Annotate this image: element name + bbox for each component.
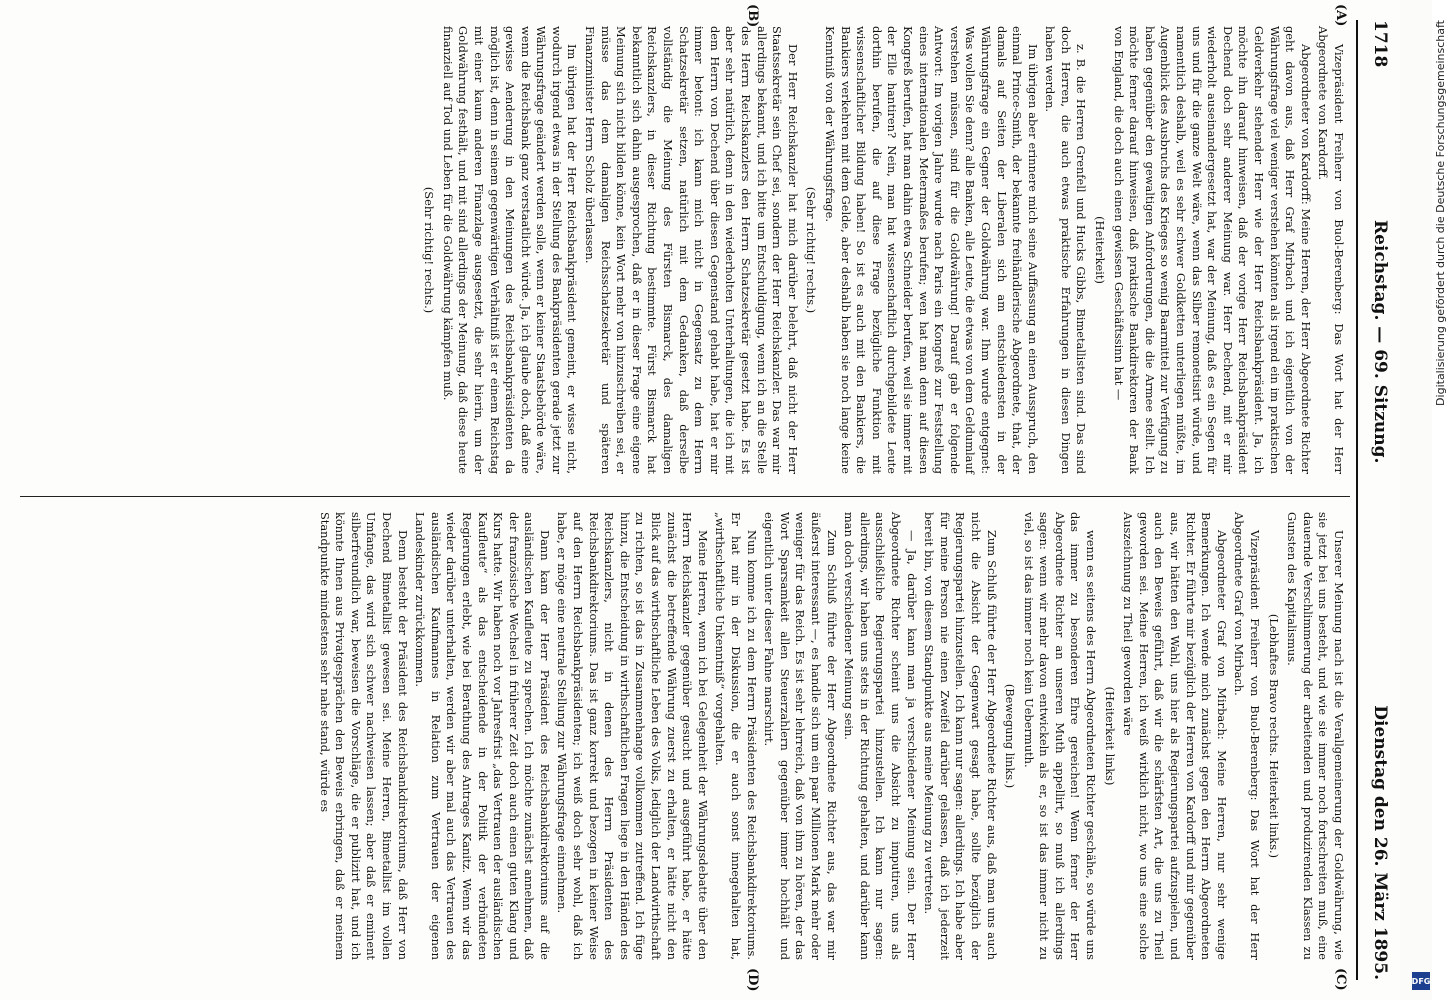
margin-mark-b: (B) xyxy=(745,4,760,28)
stage-direction: (Lebhaftes Bravo rechts. Heiterkeit links.) xyxy=(1266,613,1281,859)
header-rule xyxy=(1356,20,1358,980)
funding-note: Digitalisierung gefördert durch die Deutsche Forschungsgemeinschaft xyxy=(1434,20,1447,406)
stage-direction: (Sehr richtig! rechts.) xyxy=(804,186,819,314)
stage-direction: (Heiterkeit) xyxy=(1093,216,1108,284)
margin-mark-a: (A) xyxy=(1333,4,1348,27)
page-header xyxy=(1360,20,1394,980)
paragraph: Nun komme ich zu dem Herrn Präsidenten des Reichsbankdirektoriums. Er hat mir in der Diskussion, die er auch sonst innegehalten hat, „wirthschaftliche Unkenntniß“ vorgehalten. xyxy=(713,512,759,960)
column-divider xyxy=(20,496,1350,497)
paragraph: Zum Schluß führte der Herr Abgeordnete Richter aus, das war mir äußerst interessant —, es handle sich um ein paar Millionen Mark mehr oder weniger für das Reich. Es ist sehr lehrreich, daß von ihm zu hören, der das Wort Sparsamkeit allen Steuerzahlern gegenüber immer hochhält und eigentlich unter dieser Fahne marschirt. xyxy=(762,512,839,960)
stage-direction: (Sehr richtig! rechts.) xyxy=(422,186,437,314)
stage-direction: (Bewegung links.) xyxy=(1003,683,1018,789)
header-title: Reichstag. — 69. Sitzung. xyxy=(1370,220,1390,464)
paragraph: wenn es seitens des Herrn Abgeordneten Richter geschähe, so würde uns das immer zu besonderen Ehre gereichen! Wenn ferner der Herr Abgeordnete Richter an unseren Muth appellirt, so muß ich allerdings sagen: wenn wir mehr davon entwickeln als er, so ist das immer nicht zu viel, so ist das immer noch kein Uebermuth. xyxy=(1021,512,1099,960)
stage-direction: (Heiterkeit links) xyxy=(1102,686,1117,786)
paragraph: Im übrigen hat der Herr Reichsbankpräsident gemeint, er wisse nicht, wodurch irgend etwas in der Stellung des Bankpräsidenten gerade jetzt zur Währungsfrage geändert werden solle, wenn er keiner Staatsbehörde wäre, wenn die Reichsbank ganz verstaatlicht würde. Ja, ich glaube doch, daß eine gewisse Aenderung in den Meinungen des Reichsbankpräsidenten da möglich ist, denn in seinem gegenwärtigen Verhältniß ist er einem Reichstag mit einer kaum anderen Finanzlage ausgesetzt, die sehr hierin, um der Goldwährung festhält, und mit sind allerdings der Meinung, daß diese heute finanziell auf Tod und Leben für die Goldwährung kämpfen muß. xyxy=(440,26,580,474)
header-date: Dienstag den 26. März 1895. xyxy=(1370,705,1390,980)
paragraph: Dann kam der Herr Präsident des Reichsbankdirektoriums auf die ausländischen Kaufleute zu sprechen. Ich möchte zunächst annehmen, daß der französische Wechsel in früherer Zeit doch auch einen guten Klang und Kurs hatte. Wir haben noch vor Jahresfrist „das Vertrauen der ausländischen Kaufleute“ als das entscheidende in der Politik der verbündeten Regierungen erlebt, wie bei Berathung des Antrages Kanitz. Wenn wir das wieder darüber unterhalten, werden wir aber mal auch das Vertrauen des ausländischen Kaufmannes in Relation zum Vertrauen der eigenen Landeskinder zurückkommen. xyxy=(413,512,552,960)
margin-mark-d: (D) xyxy=(745,968,760,992)
page-number: 1718 xyxy=(1370,20,1390,68)
paragraph: z. B. die Herren Grenfell und Hucks Gibbs, Bimetallisten sind. Das sind doch Herren, die auch etwas praktische Erfahrungen in diesen Dingen haben werden. xyxy=(1043,26,1089,474)
paragraph: Zum Schluß führte der Herr Abgeordnete Richter aus, daß man uns auch nicht die Absicht der Gegenwart gesagt habe, sollte bezüglich der Regierungspartei hinzustellen. Ich kann nur sagen: allerdings. Ich habe aber für meine Person nie einen Zweifel darüber gelassen, daß ich jederzeit bereit bin, von diesem Standpunkte aus meine Meinung zu vertreten. xyxy=(922,512,999,960)
paragraph: Abgeordneter Graf von Mirbach: Meine Herren, nur sehr wenige Bemerkungen. Ich wende mich zunächst gegen den Herrn Abgeordneten Richter. Er führte mir bezüglich der Herren von Kardorff und mir gegenüber aus, wir hätten den Wahl, uns hier als Regierungspartei aufzuspielen, und auch den Beweis geführt, daß wir die schärfsten Art, die uns zu Theil geworden sei. Meine Herren, ich weiß wirklich nicht, wo uns eine solche Auszeichnung zu Theil geworden wäre xyxy=(1121,512,1229,960)
left-text-column xyxy=(418,26,1346,474)
margin-mark-c: (C) xyxy=(1333,968,1348,991)
paragraph: Denn besteht der Präsident des Reichsbankdirektoriums, daß Herr von Dechend Bimetallist gewesen sei. Meine Herren, Bimetallist im vollen Umfange, das wird sich schwer nachweisen lassen; aber daß er eminent silberfreundlich war, beweisen die Vorschläge, die er publizirt hat, und ich könnte Ihnen aus Privatgesprächen den Beweis erbringen, daß er meinem Standpunkte mindestens sehr nahe stand, würde es xyxy=(317,512,410,960)
paragraph: Meine Herren, wenn ich bei Gelegenheit der Währungsdebatte über den Herrn Reichskanzler gegenüber gesucht und ausgeführt habe, er hätte zunächst die betreffende Währung zuerst zu erhalten, er hätte nicht den Blick auf das wirthschaftliche Leben des Volks, lediglich der Landwirthschaft zu richten, so ist das in Zusammenhange vollkommen zutreffend. Ich füge hinzu, die Entscheidung in wirthschaftlichen Fragen liege in den Händen des Reichskanzlers, nicht in denen des Herrn Präsidenten des Reichsbankdirektoriums. Das ist ganz korrekt und bezogen in keiner Weise auf den Herrn Reichsbankpräsidenten; ich weiß doch sehr wohl, daß ich habe, er möge eine neutrale Stellung zur Währungsfrage einnehmen. xyxy=(555,512,710,960)
paragraph: Der Herr Reichskanzler hat mich darüber belehrt, daß nicht der Herr Staatssekretär sein Chef sei, sondern der Herr Reichskanzler. Das war mir allerdings bekannt, und ich bitte um Entschuldigung, wenn ich an die Stelle des Herrn Reichskanzlers den Herrn Schatzsekretär gesetzt habe. Es ist aber sehr natürlich, denn in den wiederholten Unterhaltungen, die ich mit dem Herrn von Dechend über diesen Gegenstand gehabt habe, hat er mir immer betont: ich kann mich nicht in Gegensatz zu dem Herrn Schatzsekretär setzen, natürlich mit dem Gedanken, daß derselbe vollständig die Meinung des Fürsten Bismarck, des damaligen Reichskanzlers, in dieser Richtung bestimmte. Fürst Bismarck hat bekanntlich sich dahin ausgesprochen, daß er in dieser Frage eine eigene Meinung sich nicht bilden könne, kein Wort mehr von hinzuschreiben sei, er müsse das dem damaligen Reichsschatzsekretär und späteren Finanzminister Herrn Scholz überlassen. xyxy=(583,26,800,474)
paragraph: Vizepräsident Freiherr von Buol-Berenberg: Das Wort hat der Herr Abgeordnete Graf von Mirbach. xyxy=(1232,512,1263,960)
paragraph: — Ja, darüber kann man ja verschiedener Meinung sein. Der Herr Abgeordnete Richter scheint uns die Absicht zu imputiren, uns als ausschließliche Regierungspartei hinzustellen. Ich kann nur sagen: allerdings, wir haben uns stets in der Richtung gehalten, und darüber kann man doch verschiedener Meinung sein. xyxy=(842,512,919,960)
paragraph: Vizepräsident Freiherr von Buol-Berenberg: Das Wort hat der Herr Abgeordnete von Kardorff. xyxy=(1316,26,1346,474)
paragraph: Im übrigen aber erinnere mich seine Auffassung an einen Ausspruch, den einmal Prince-Smith, der bekannte freihändlerische Abgeordnete, that, der damals auf Seiten der Liberalen sich am entschiedensten in der Währungsfrage ein Gegner der Goldwährung war. Ihm wurde entgegnet: Was wollen Sie denn? alle Banken, alle Leute, die etwas von dem Geldumlauf verstehen müssen, sind für die Goldwährung! Darauf gab er folgende Antwort: Im vorigen Jahre wurde nach Paris ein Kongreß zur Feststellung eines internationalen Metermaßes berufen; wen hat man denn auf diesen Kongreß berufen, hat man dahin etwa Schneider berufen, weil sie immer mit der Elle hantiren? Nein, man hat wissenschaftlich durchgebildete Leute dorthin berufen, die auf diese Frage bezügliche Funktion mit wissenschaftlicher Bildung haben! So ist es auch mit den Bankiers, die Bankiers verkehren mit dem Gelde, aber deshalb haben sie noch lange keine Kenntniß von der Währungsfrage. xyxy=(823,26,1040,474)
paragraph: Unserer Meinung nach ist die Verallgemeinerung der Goldwährung, wie sie jetzt bei uns besteht, und wie sie immer noch fortschreiten muß, eine dauernde Verschlimmerung der arbeitenden und produzirenden Klassen zu Gunsten des Kapitalismus. xyxy=(1285,512,1346,960)
footer-credit xyxy=(1410,0,1447,1000)
right-text-column xyxy=(314,512,1346,960)
paragraph: Abgeordneter von Kardorff: Meine Herren, der Herr Abgeordnete Richter geht davon aus, daß Herr Graf Mirbach und ich eigentlich von der Währungsfrage viel weniger verstehen könnten als irgend ein im praktischen Geldverkehr stehender Herr wie der Herr Reichsbankpräsident. Ja, ich möchte ihn darauf hinweisen, daß der vorige Herr Reichsbankpräsident Dechend doch sehr anderer Meinung war. Herr Dechend, mit er mir wiederholt auseinandergesetzt hat, war der Meinung, daß es ein Segen für uns und für die ganze Welt wäre, wenn das Silber remonetisirt würde, und namentlich deshalb, weil es sehr schwer Goldketten unterliegen müßte, im Augenblick des Ausbruchs des Krieges so wenig Baarmittel zur Verfügung zu haben gegenüber den gewaltigen Anforderungen, die die Armee stellt. Ich möchte ferner darauf hinweisen, daß praktische Bankdirektoren der Bank von England, die doch auch einen gewissen Geschäftssinn hat — xyxy=(1111,26,1313,474)
dfg-logo: DFG xyxy=(1412,972,1430,990)
